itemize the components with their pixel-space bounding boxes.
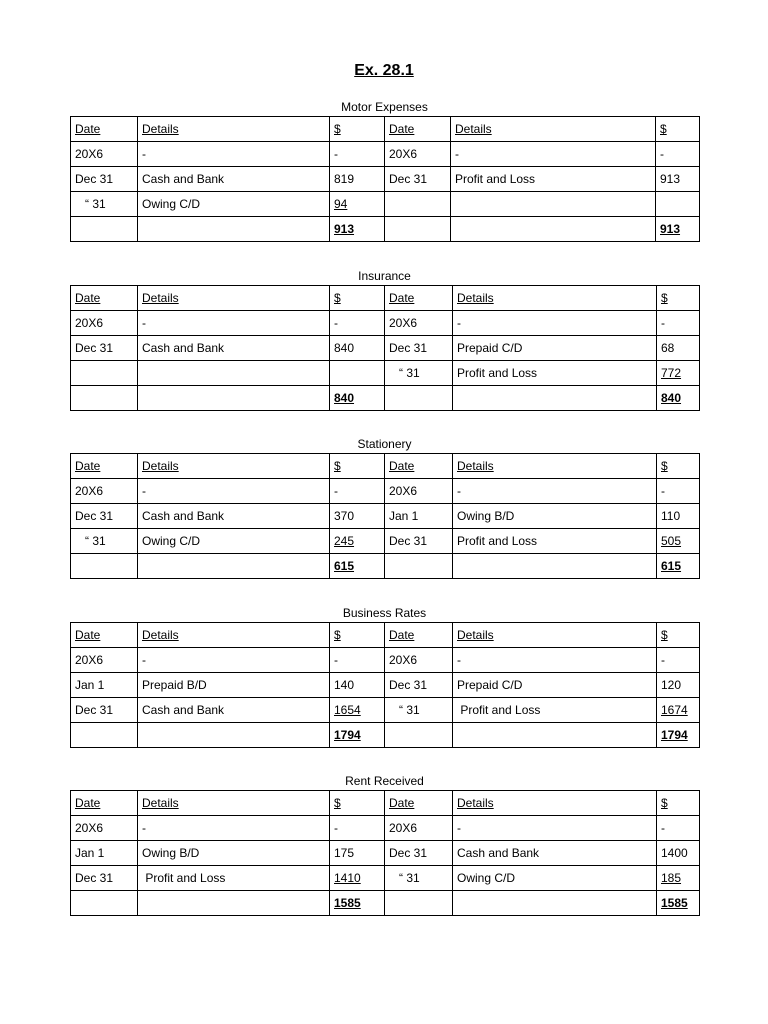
amount-cell: 175 — [330, 841, 385, 866]
details-cell: - — [453, 648, 657, 673]
date-cell: “ 31 — [385, 698, 453, 723]
total-left: 1585 — [330, 891, 385, 916]
date-cell: 20X6 — [385, 479, 453, 504]
amount-header: $ — [330, 286, 385, 311]
amount-cell — [330, 361, 385, 386]
amount-header: $ — [330, 623, 385, 648]
date-cell: “ 31 — [385, 361, 453, 386]
details-cell: Owing C/D — [138, 192, 330, 217]
date-cell: Dec 31 — [385, 673, 453, 698]
amount-header: $ — [657, 623, 700, 648]
exercise-title: Ex. 28.1 — [354, 62, 414, 79]
details-header: Details — [138, 623, 330, 648]
details-header: Details — [453, 791, 657, 816]
date-cell: 20X6 — [71, 816, 138, 841]
amount-cell: 1410 — [330, 866, 385, 891]
details-cell: - — [451, 142, 656, 167]
table-row — [71, 142, 700, 167]
details-cell: - — [138, 311, 330, 336]
date-cell: Jan 1 — [71, 673, 138, 698]
date-cell — [71, 361, 138, 386]
date-cell: 20X6 — [71, 142, 138, 167]
date-cell: 20X6 — [71, 648, 138, 673]
total-right: 840 — [657, 386, 700, 411]
details-cell: - — [138, 479, 330, 504]
details-cell: Prepaid B/D — [138, 673, 330, 698]
table-row — [71, 311, 700, 336]
date-cell: Dec 31 — [71, 698, 138, 723]
total-row — [71, 217, 700, 242]
ledger-table — [70, 116, 700, 242]
details-cell: Profit and Loss — [453, 361, 657, 386]
amount-cell: - — [657, 311, 700, 336]
amount-cell: 140 — [330, 673, 385, 698]
amount-cell: - — [657, 479, 700, 504]
details-cell: Owing C/D — [138, 529, 330, 554]
date-cell: Dec 31 — [385, 167, 451, 192]
table-row — [71, 504, 700, 529]
account-rent-received — [70, 774, 699, 916]
account-business-rates — [70, 606, 699, 748]
amount-cell: - — [330, 648, 385, 673]
amount-header: $ — [657, 791, 700, 816]
amount-cell: - — [657, 816, 700, 841]
details-cell: Prepaid C/D — [453, 336, 657, 361]
date-cell — [385, 192, 451, 217]
date-cell: 20X6 — [71, 479, 138, 504]
details-cell: Owing C/D — [453, 866, 657, 891]
details-cell: - — [453, 479, 657, 504]
total-right: 615 — [657, 554, 700, 579]
ledger-table — [70, 622, 700, 748]
account-title: Stationery — [357, 437, 412, 451]
date-header: Date — [385, 623, 453, 648]
amount-cell: 1654 — [330, 698, 385, 723]
total-left: 913 — [330, 217, 385, 242]
details-cell: - — [138, 816, 330, 841]
date-cell: Dec 31 — [385, 336, 453, 361]
details-header: Details — [453, 623, 657, 648]
account-title: Insurance — [358, 269, 411, 283]
details-cell: - — [453, 816, 657, 841]
amount-cell: 68 — [657, 336, 700, 361]
date-header: Date — [71, 623, 138, 648]
date-cell: 20X6 — [385, 648, 453, 673]
date-cell: Dec 31 — [385, 529, 453, 554]
date-header: Date — [385, 791, 453, 816]
date-header: Date — [71, 454, 138, 479]
amount-cell: 110 — [657, 504, 700, 529]
total-left: 1794 — [330, 723, 385, 748]
details-cell: Cash and Bank — [453, 841, 657, 866]
details-header: Details — [138, 286, 330, 311]
account-title: Business Rates — [342, 606, 427, 620]
amount-cell: 1400 — [657, 841, 700, 866]
amount-cell: 185 — [657, 866, 700, 891]
amount-cell: - — [330, 142, 385, 167]
date-cell: 20X6 — [385, 142, 451, 167]
details-cell: Profit and Loss — [451, 167, 656, 192]
account-title: Motor Expenses — [341, 100, 428, 114]
details-cell: Profit and Loss — [453, 529, 657, 554]
details-header: Details — [138, 117, 330, 142]
amount-cell: 505 — [657, 529, 700, 554]
date-header: Date — [385, 286, 453, 311]
details-cell: Owing B/D — [453, 504, 657, 529]
amount-cell: 245 — [330, 529, 385, 554]
date-cell: 20X6 — [385, 816, 453, 841]
details-cell: Cash and Bank — [138, 698, 330, 723]
date-header: Date — [385, 117, 451, 142]
table-row — [71, 336, 700, 361]
date-header: Date — [71, 286, 138, 311]
date-cell: Dec 31 — [71, 504, 138, 529]
account-stationery — [70, 437, 699, 579]
total-row — [71, 554, 700, 579]
ledger-table — [70, 453, 700, 579]
amount-cell: 120 — [657, 673, 700, 698]
table-row — [71, 841, 700, 866]
details-cell — [451, 192, 656, 217]
date-cell: “ 31 — [71, 192, 138, 217]
details-cell: Prepaid C/D — [453, 673, 657, 698]
amount-cell: 772 — [657, 361, 700, 386]
amount-cell: - — [656, 142, 700, 167]
amount-header: $ — [330, 454, 385, 479]
table-row — [71, 361, 700, 386]
header-row — [71, 286, 700, 311]
amount-header: $ — [656, 117, 700, 142]
details-cell: Cash and Bank — [138, 336, 330, 361]
amount-cell — [656, 192, 700, 217]
total-right: 1585 — [657, 891, 700, 916]
date-cell: Dec 31 — [71, 336, 138, 361]
details-cell: - — [453, 311, 657, 336]
account-title: Rent Received — [345, 774, 424, 788]
amount-header: $ — [657, 286, 700, 311]
details-cell: Cash and Bank — [138, 167, 330, 192]
table-row — [71, 192, 700, 217]
table-row — [71, 816, 700, 841]
details-cell: - — [138, 142, 330, 167]
amount-header: $ — [330, 117, 385, 142]
amount-header: $ — [330, 791, 385, 816]
amount-cell: - — [657, 648, 700, 673]
amount-cell: 819 — [330, 167, 385, 192]
amount-cell: - — [330, 816, 385, 841]
details-header: Details — [451, 117, 656, 142]
details-cell: Cash and Bank — [138, 504, 330, 529]
header-row — [71, 623, 700, 648]
amount-header: $ — [657, 454, 700, 479]
table-row — [71, 673, 700, 698]
date-cell: “ 31 — [385, 866, 453, 891]
total-row — [71, 891, 700, 916]
date-header: Date — [71, 117, 138, 142]
date-cell: Dec 31 — [385, 841, 453, 866]
date-cell: Jan 1 — [385, 504, 453, 529]
date-cell: “ 31 — [71, 529, 138, 554]
header-row — [71, 117, 700, 142]
date-cell: 20X6 — [71, 311, 138, 336]
date-cell: 20X6 — [385, 311, 453, 336]
details-header: Details — [138, 791, 330, 816]
details-cell — [138, 361, 330, 386]
total-right: 1794 — [657, 723, 700, 748]
table-row — [71, 648, 700, 673]
total-left: 615 — [330, 554, 385, 579]
date-cell: Jan 1 — [71, 841, 138, 866]
total-row — [71, 723, 700, 748]
details-header: Details — [453, 286, 657, 311]
ledger-table — [70, 285, 700, 411]
amount-cell: 913 — [656, 167, 700, 192]
table-row — [71, 167, 700, 192]
table-row — [71, 866, 700, 891]
amount-cell: 370 — [330, 504, 385, 529]
total-left: 840 — [330, 386, 385, 411]
amount-cell: 1674 — [657, 698, 700, 723]
amount-cell: - — [330, 311, 385, 336]
table-row — [71, 698, 700, 723]
header-row — [71, 454, 700, 479]
total-row — [71, 386, 700, 411]
details-cell: - — [138, 648, 330, 673]
date-cell: Dec 31 — [71, 167, 138, 192]
date-header: Date — [71, 791, 138, 816]
details-header: Details — [453, 454, 657, 479]
details-cell: Profit and Loss — [453, 698, 657, 723]
total-right: 913 — [656, 217, 700, 242]
header-row — [71, 791, 700, 816]
details-cell: Owing B/D — [138, 841, 330, 866]
amount-cell: - — [330, 479, 385, 504]
details-cell: Profit and Loss — [138, 866, 330, 891]
amount-cell: 94 — [330, 192, 385, 217]
account-insurance — [70, 269, 699, 411]
amount-cell: 840 — [330, 336, 385, 361]
date-cell: Dec 31 — [71, 866, 138, 891]
date-header: Date — [385, 454, 453, 479]
table-row — [71, 529, 700, 554]
account-motor-expenses — [70, 100, 699, 242]
table-row — [71, 479, 700, 504]
details-header: Details — [138, 454, 330, 479]
ledger-table — [70, 790, 700, 916]
